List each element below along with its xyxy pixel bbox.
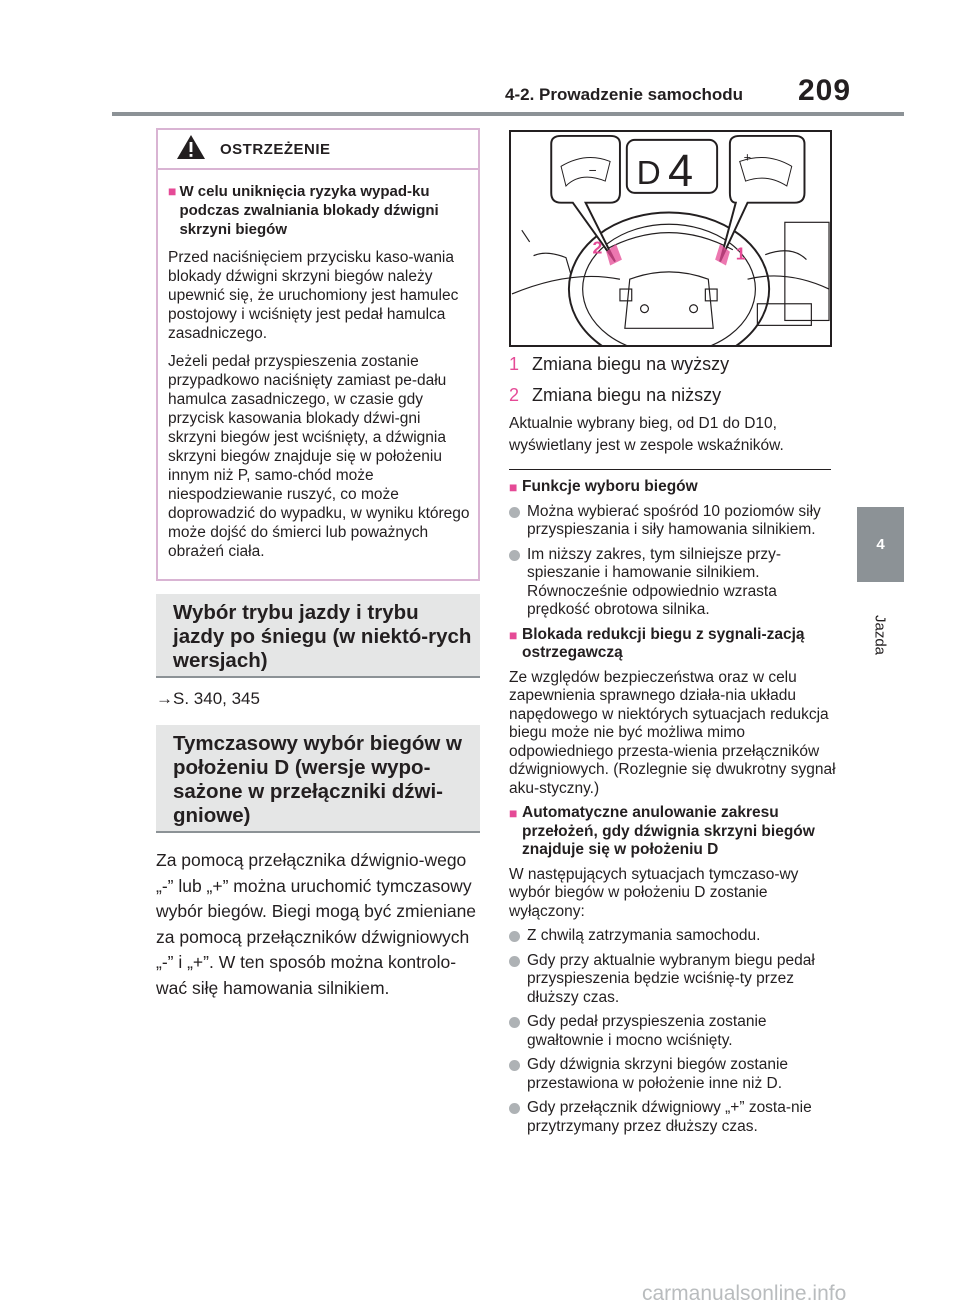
- bullet-item: Z chwilą zatrzymania samochodu.: [509, 927, 839, 946]
- minus-symbol: −: [588, 163, 597, 179]
- step-item: [509, 354, 729, 375]
- right-column: [509, 478, 839, 1142]
- bullet-dot-icon: [509, 550, 520, 561]
- step-text: Zmiana biegu na niższy: [532, 385, 722, 405]
- square-bullet-icon: ■: [168, 183, 177, 199]
- bullet-item: Im niższy zakres, tym silniejsze przy-spieszanie i hamowanie silnikiem. Równocześnie odpowiednio wzrasta prędkość obrotowa silnika.: [509, 546, 839, 620]
- bullet-dot-icon: [509, 931, 520, 942]
- body-paragraph: Ze względów bezpieczeństwa oraz w celu zapewnienia sprawnego działa-nia układu napędowego w niektórych sytuacjach redukcja biegu może nie być możliwa mimo odpowiedniego przesta-wienia przełączników dźwigniowych. (Rozlegnie się dwukrotny sygnał aku-styczny.): [509, 668, 836, 797]
- square-bullet-icon: ■: [509, 479, 518, 495]
- bullet-item: Gdy przełącznik dźwigniowy „+” zosta-nie przytrzymany przez dłuższy czas.: [509, 1099, 839, 1136]
- warning-subheading: ■ W celu uniknięcia ryzyka wypad-ku podczas zwalniania blokady dźwigni skrzyni biegów: [168, 183, 439, 238]
- square-bullet-icon: ■: [509, 805, 518, 821]
- warning-title: OSTRZEŻENIE: [220, 140, 331, 158]
- bullet-item: Gdy dźwignia skrzyni biegów zostanie przestawiona w położenie inne niż D.: [509, 1056, 839, 1093]
- square-bullet-icon: ■: [509, 626, 518, 643]
- running-header: 4-2. Prowadzenie samochodu: [505, 85, 744, 104]
- callout-1: 1: [735, 243, 746, 264]
- body-paragraph: W następujących sytuacjach tymczaso-wy wybór biegów w położeniu D zostanie wyłączony:: [509, 865, 799, 920]
- chapter-label: Jazda: [871, 614, 889, 656]
- step-number: 2: [509, 385, 520, 405]
- page-number: 209: [798, 74, 852, 107]
- bullet-item: Gdy przy aktualnie wybranym biegu pedał przyspieszenia będzie wciśnię-ty przez dłuższy czas.: [509, 952, 839, 1008]
- step-note: Aktualnie wybrany bieg, od D1 do D10, wyświetlany jest w zespole wskaźników.: [509, 415, 784, 454]
- subheading: ■ Automatyczne anulowanie zakresu przełożeń, gdy dźwignia skrzyni biegów znajduje się w położeniu D: [509, 804, 815, 858]
- bullet-item: Gdy pedał przyspieszenia zostanie gwałtownie i mocno wciśnięty.: [509, 1013, 839, 1050]
- gear-display-d: D: [636, 155, 661, 193]
- section-divider: [509, 469, 831, 470]
- warning-paragraph: Przed naciśnięciem przycisku kaso-wania blokady dźwigni skrzyni biegów należy upewnić się, że uruchomiony jest hamulec postojowy i wciśnięty jest pedał hamulca zasadniczego.: [168, 249, 459, 342]
- step-item: [509, 385, 721, 406]
- warning-header: [158, 130, 478, 170]
- section-heading-temporary-gear: Tymczasowy wybór biegów w położeniu D (wersje wypo-sażone w przełączniki dźwi-gniowe): [156, 725, 480, 833]
- header-divider: [112, 112, 904, 116]
- steering-wheel-illustration: [509, 130, 832, 347]
- callout-2: 2: [592, 237, 603, 258]
- bullet-dot-icon: [509, 1103, 520, 1114]
- plus-symbol: +: [743, 149, 752, 165]
- bullet-dot-icon: [509, 956, 520, 967]
- subheading: ■ Funkcje wyboru biegów: [509, 478, 698, 495]
- bullet-dot-icon: [509, 507, 520, 518]
- paddle-shifter-diagram: [511, 132, 830, 345]
- subheading: ■ Blokada redukcji biegu z sygnali-zacją ostrzegawczą: [509, 625, 805, 661]
- arrow-right-icon: →: [156, 689, 173, 708]
- chapter-tab: 4: [857, 507, 904, 582]
- watermark: carmanualsonline.info: [642, 1282, 847, 1305]
- step-text: Zmiana biegu na wyższy: [532, 354, 730, 374]
- body-paragraph: Za pomocą przełącznika dźwignio-wego „-” lub „+” można uruchomić tymczasowy wybór biegów. Biegi mogą być zmieniane za pomocą przełączników dźwigniowych „-” i „+”. W ten sposób można kontrolo-wać siłę hamowania silnikiem.: [156, 850, 477, 998]
- warning-triangle-icon: [176, 134, 206, 165]
- page-reference: →S. 340, 345: [156, 689, 260, 708]
- step-number: 1: [509, 354, 520, 374]
- section-heading-drive-mode: Wybór trybu jazdy i trybu jazdy po śniegu (w niektó-rych wersjach): [156, 594, 480, 678]
- bullet-dot-icon: [509, 1060, 520, 1071]
- warning-box: [156, 128, 480, 581]
- warning-paragraph: Jeżeli pedał przyspieszenia zostanie przypadkowo naciśnięty zamiast pe-dału hamulca zasadniczego, w czasie gdy przycisk kasowania blokady dźwi-gni skrzyni biegów jest wciśnięty, a dźwignia skrzyni biegów znajduje się w położeniu innym niż P, samo-chód może niespodziewanie ruszyć, co może doprowadzić do wypadku, w wyniku którego może dojść do śmierci lub poważnych obrażeń ciała.: [168, 353, 470, 560]
- bullet-dot-icon: [509, 1017, 520, 1028]
- bullet-item: Można wybierać spośród 10 poziomów siły przyspieszania i siły hamowania silnikiem.: [509, 503, 839, 540]
- gear-display-4: 4: [668, 144, 694, 196]
